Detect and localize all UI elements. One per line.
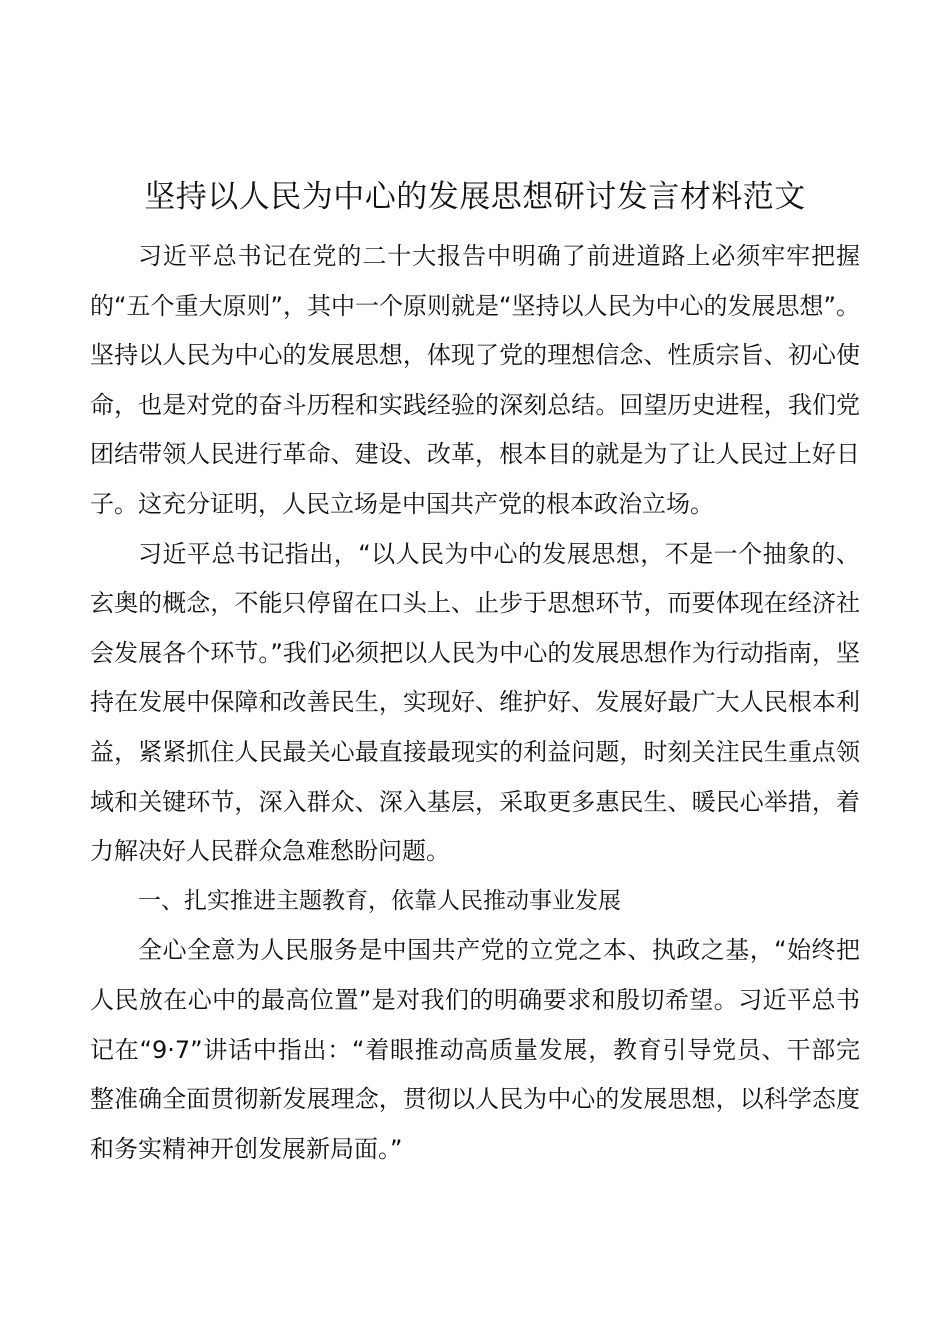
- section-paragraph: 全心全意为人民服务是中国共产党的立党之本、执政之基，“始终把人民放在心中的最高位置”是对我们的明确要求和殷切希望。习近平总书记在“9·7”讲话中指出：“着眼推动高质量发展，教育引导党员、干部完整准确全面贯彻新发展理念，贯彻以人民为中心的发展思想，以科学态度和务实精神开创发展新局面。”: [90, 936, 860, 1163]
- document-body: [90, 232, 860, 1174]
- document-title: 坚持以人民为中心的发展思想研讨发言材料范文: [144, 179, 806, 215]
- paragraph-1: 习近平总书记在党的二十大报告中明确了前进道路上必须牢牢把握的“五个重大原则”，其中一个原则就是“坚持以人民为中心的发展思想”。坚持以人民为中心的发展思想，体现了党的理想信念、性质宗旨、初心使命，也是对党的奋斗历程和实践经验的深刻总结。回望历史进程，我们党团结带领人民进行革命、建设、改革，根本目的就是为了让人民过上好日子。这充分证明，人民立场是中国共产党的根本政治立场。: [90, 242, 860, 518]
- section-heading: 一、扎实推进主题教育，依靠人民推动事业发展: [138, 887, 621, 914]
- paragraph-2: 习近平总书记指出，“以人民为中心的发展思想，不是一个抽象的、玄奥的概念，不能只停留在口头上、止步于思想环节，而要体现在经济社会发展各个环节。”我们必须把以人民为中心的发展思想作为行动指南，坚持在发展中保障和改善民生，实现好、维护好、发展好最广大人民根本利益，紧紧抓住人民最关心最直接最现实的利益问题，时刻关注民生重点领域和关键环节，深入群众、深入基层，采取更多惠民生、暖民心举措，着力解决好人民群众急难愁盼问题。: [90, 539, 860, 866]
